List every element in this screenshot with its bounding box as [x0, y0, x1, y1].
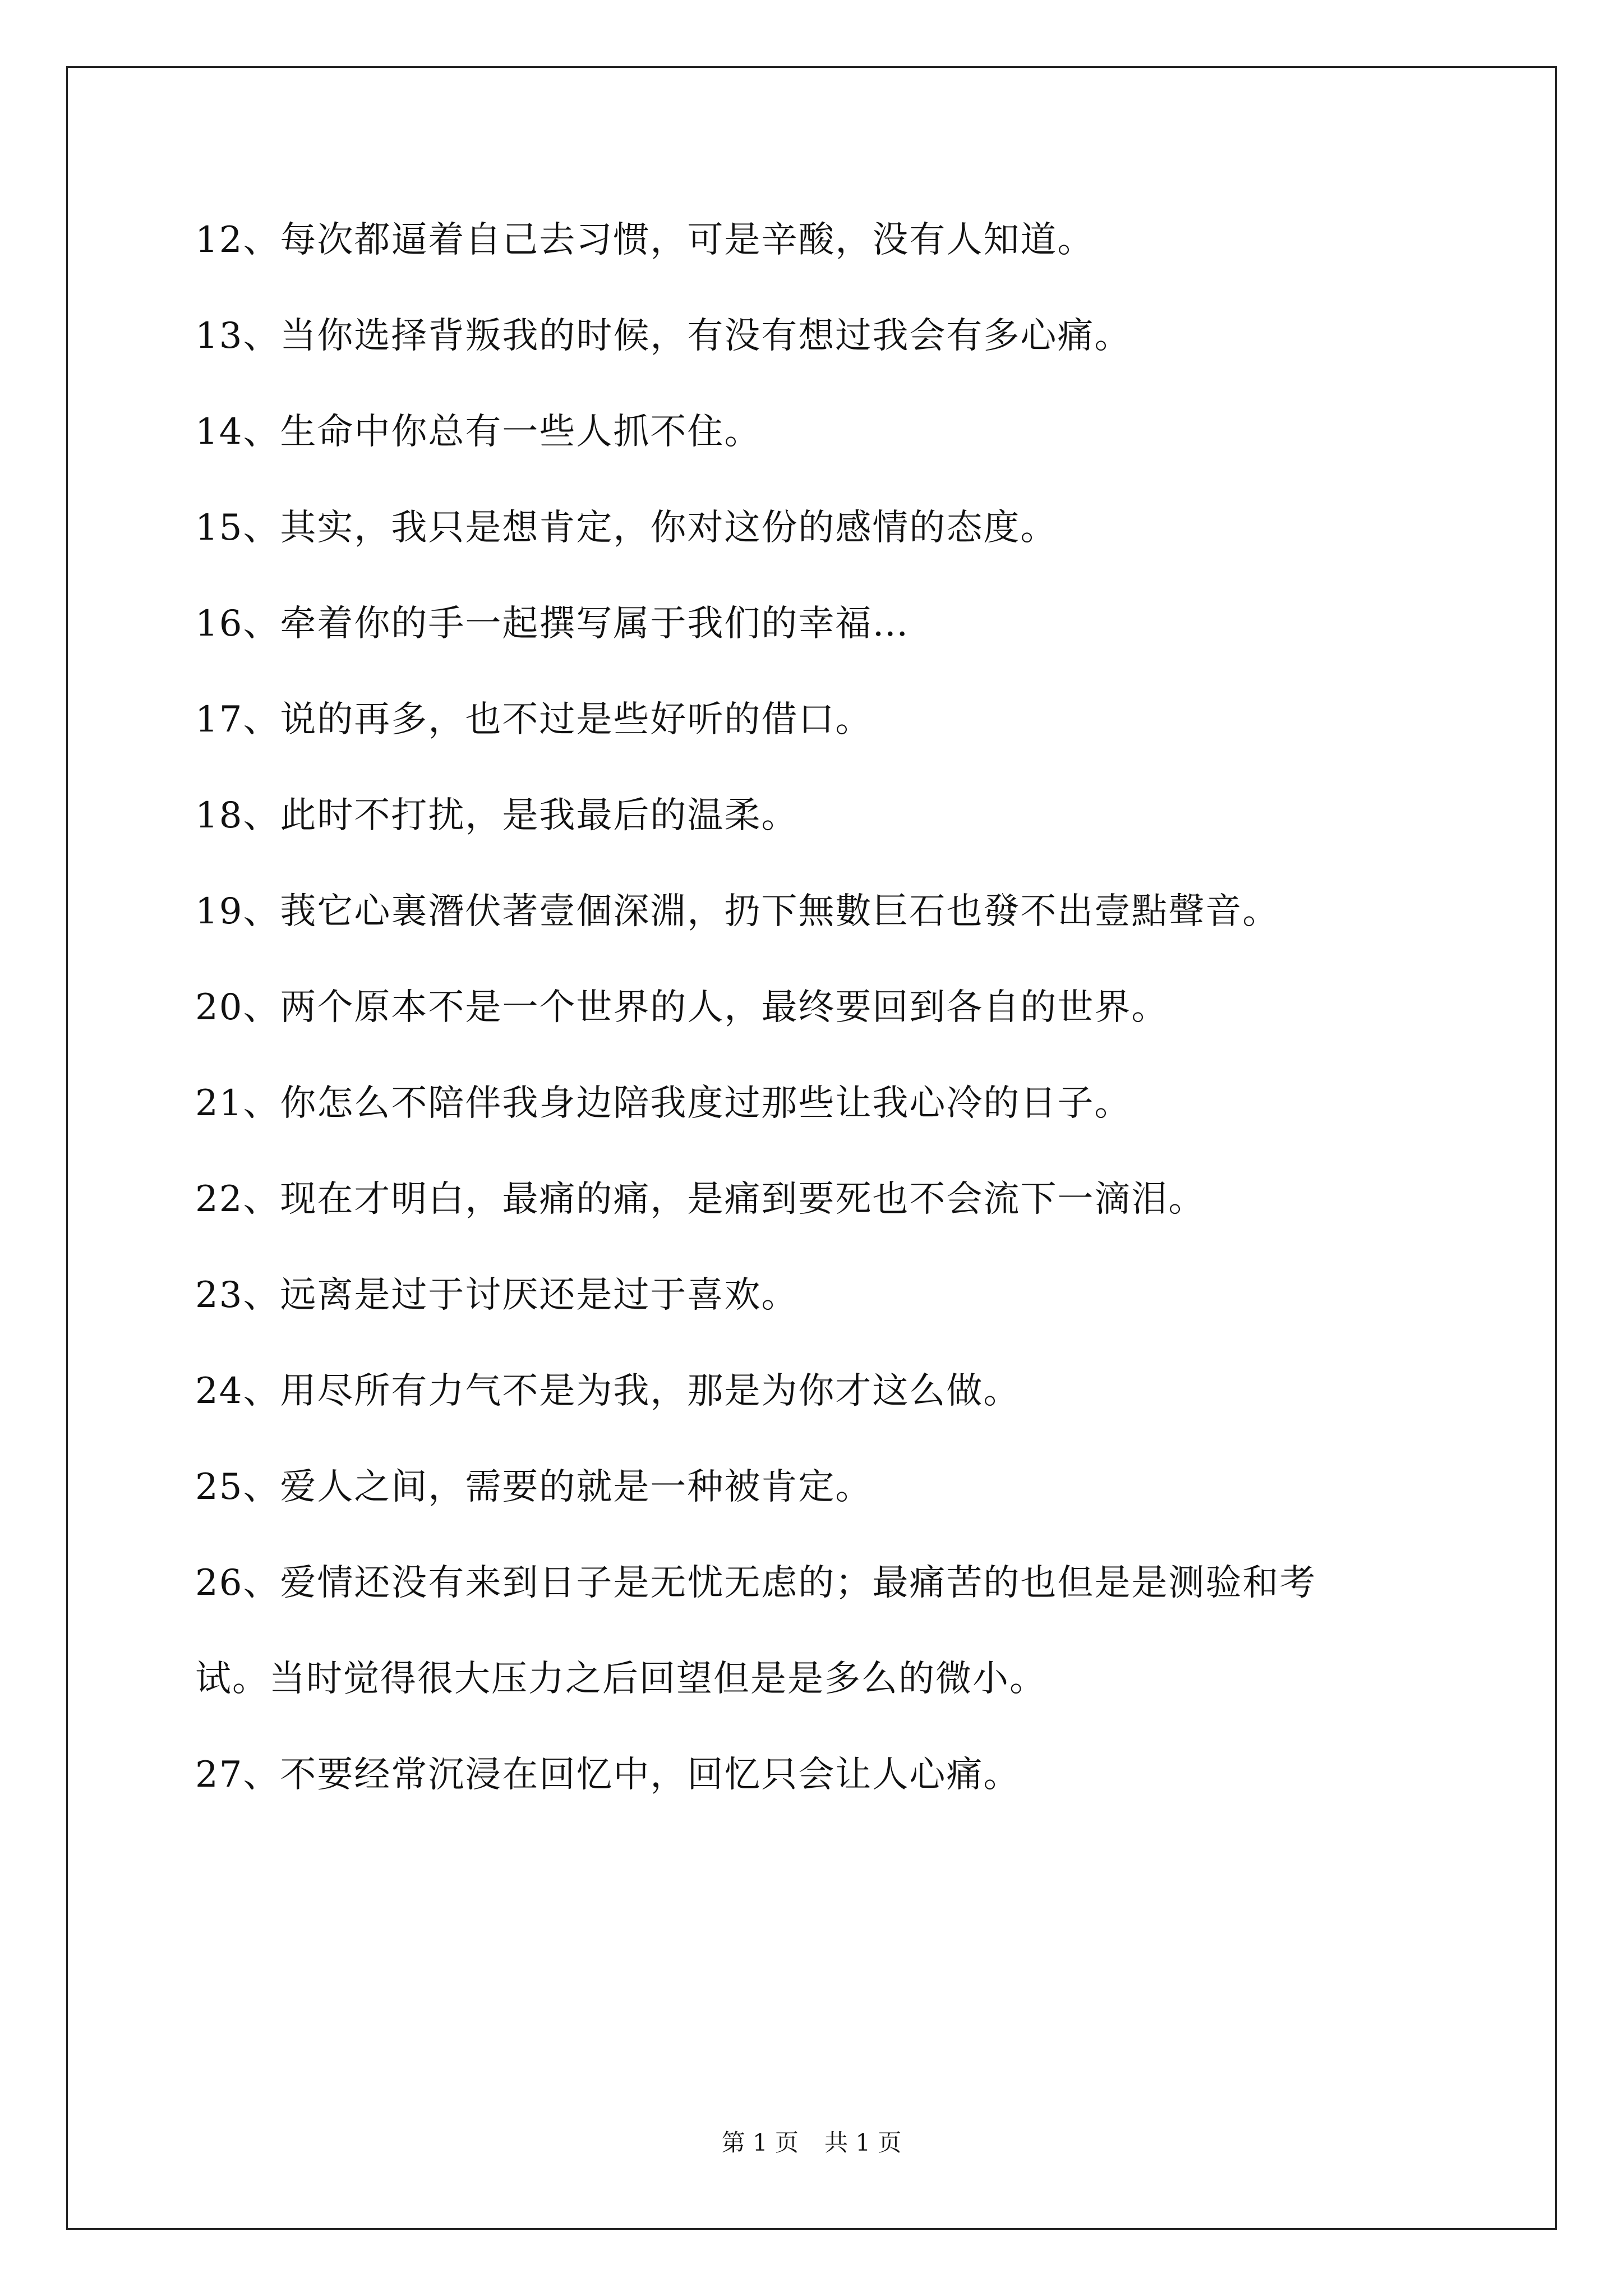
list-item: 19、莪它心裏潛伏著壹個深淵，扔下無數巨石也發不出壹點聲音。 [195, 891, 1280, 932]
list-item: 26、爱情还没有来到日子是无忧无虑的；最痛苦的也但是是测验和考 [195, 1562, 1317, 1604]
list-item: 18、此时不打扰，是我最后的温柔。 [195, 795, 799, 836]
list-item: 13、当你选择背叛我的时候，有没有想过我会有多心痛。 [195, 315, 1132, 357]
list-item: 23、远离是过于讨厌还是过于喜欢。 [195, 1274, 799, 1316]
list-item: 24、用尽所有力气不是为我，那是为你才这么做。 [195, 1370, 1021, 1412]
quote-list [195, 213, 1479, 1844]
page-total: 共 1 页 [824, 2129, 902, 2156]
list-item: 12、每次都逼着自己去习惯，可是辛酸，没有人知道。 [195, 219, 1095, 261]
list-item: 15、其实，我只是想肯定，你对这份的感情的态度。 [195, 507, 1058, 549]
list-item: 14、生命中你总有一些人抓不住。 [195, 411, 762, 453]
list-item: 27、不要经常沉浸在回忆中，回忆只会让人心痛。 [195, 1754, 1021, 1796]
list-item: 试。当时觉得很大压力之后回望但是是多么的微小。 [195, 1658, 1046, 1700]
page-number: 第 1 页 [721, 2129, 799, 2156]
list-item: 17、说的再多，也不过是些好听的借口。 [195, 699, 873, 740]
list-item: 21、你怎么不陪伴我身边陪我度过那些让我心冷的日子。 [195, 1083, 1132, 1124]
list-item: 16、牵着你的手一起撰写属于我们的幸福… [195, 603, 910, 645]
list-item: 22、现在才明白，最痛的痛，是痛到要死也不会流下一滴泪。 [195, 1179, 1206, 1220]
list-item: 25、爱人之间，需要的就是一种被肯定。 [195, 1466, 873, 1508]
list-item: 20、两个原本不是一个世界的人，最终要回到各自的世界。 [195, 987, 1169, 1028]
page-footer [0, 2126, 1623, 2160]
